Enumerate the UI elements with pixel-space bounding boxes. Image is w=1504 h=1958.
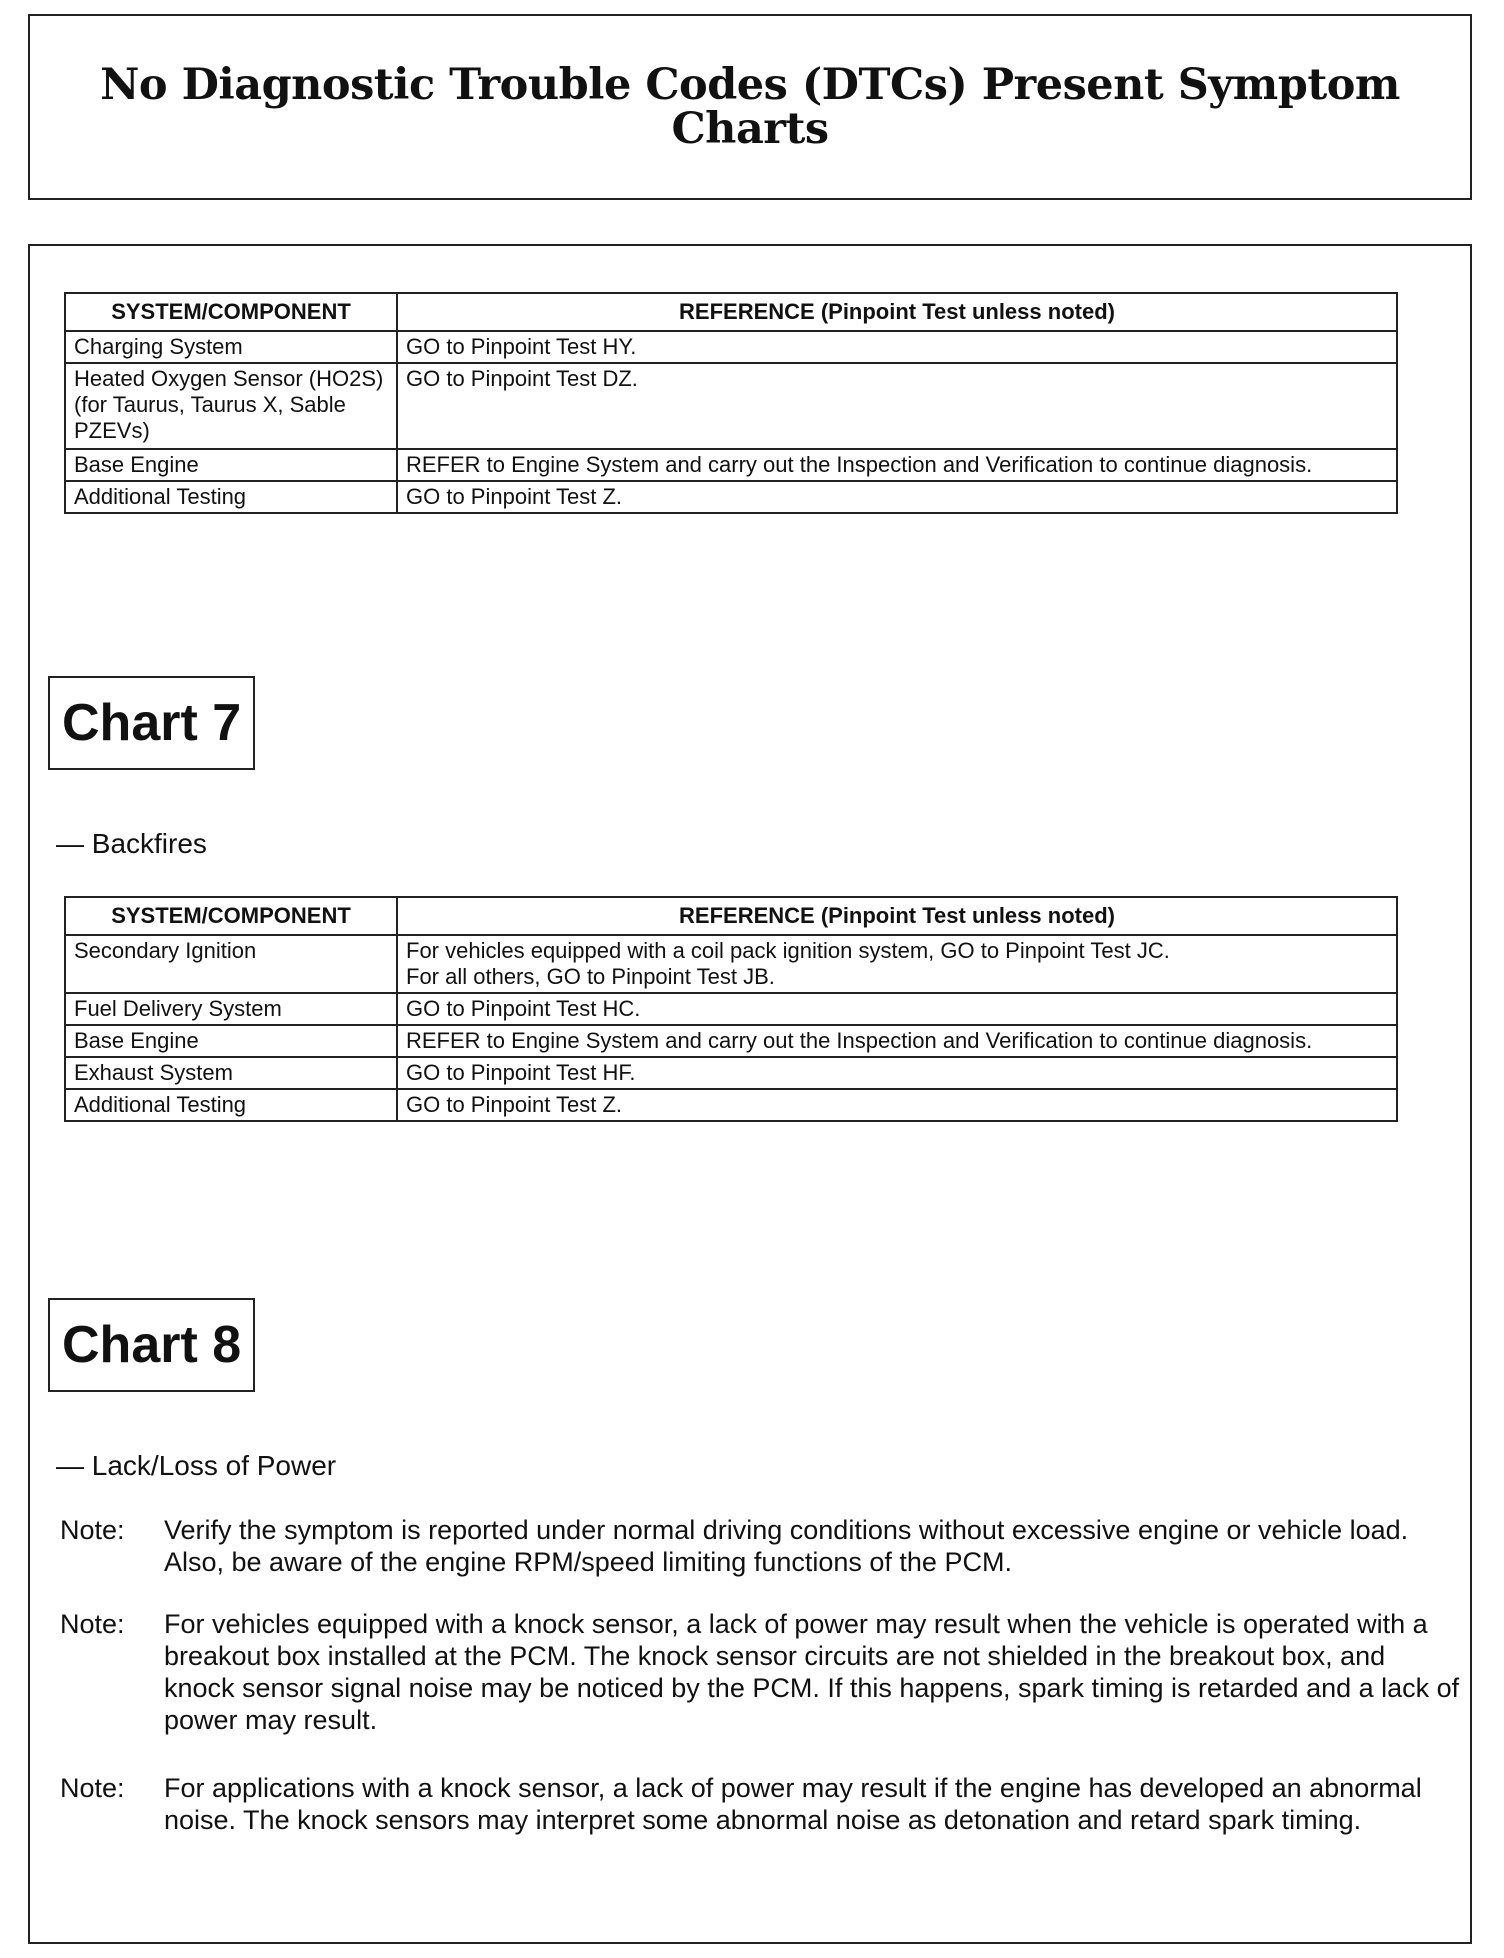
note-3 (60, 1772, 1460, 1836)
table-row (65, 449, 1397, 481)
reference-cell: GO to Pinpoint Test HY. (397, 331, 1397, 363)
component-cell: Charging System (65, 331, 397, 363)
column-header-reference: REFERENCE (Pinpoint Test unless noted) (397, 897, 1397, 935)
table-row (65, 1025, 1397, 1057)
title-box (28, 14, 1472, 200)
table-header-row (65, 897, 1397, 935)
reference-cell: REFER to Engine System and carry out the Inspection and Verification to continue diagnosis. (397, 449, 1397, 481)
reference-line: For vehicles equipped with a coil pack ignition system, GO to Pinpoint Test JC. (406, 938, 1170, 963)
table-row (65, 1057, 1397, 1089)
component-cell: Additional Testing (65, 481, 397, 513)
component-cell: Additional Testing (65, 1089, 397, 1121)
column-header-reference: REFERENCE (Pinpoint Test unless noted) (397, 293, 1397, 331)
column-header-component: SYSTEM/COMPONENT (65, 897, 397, 935)
reference-cell: GO to Pinpoint Test Z. (397, 1089, 1397, 1121)
note-text: For applications with a knock sensor, a lack of power may result if the engine has developed an abnormal noise. The knock sensors may interpret some abnormal noise as detonation and retard spark timing. (164, 1773, 1422, 1835)
component-cell: Heated Oxygen Sensor (HO2S) (for Taurus, Taurus X, Sable PZEVs) (65, 363, 397, 449)
page-title: No Diagnostic Trouble Codes (DTCs) Present Symptom Charts (100, 60, 1400, 154)
reference-cell: REFER to Engine System and carry out the Inspection and Verification to continue diagnosis. (397, 1025, 1397, 1057)
reference-line: For all others, GO to Pinpoint Test JB. (406, 964, 775, 989)
table-row (65, 935, 1397, 993)
reference-table-1 (64, 292, 1398, 514)
component-cell: Fuel Delivery System (65, 993, 397, 1025)
table-row (65, 481, 1397, 513)
chart-8-label: Chart 8 (48, 1298, 255, 1392)
component-cell: Exhaust System (65, 1057, 397, 1089)
reference-cell: GO to Pinpoint Test HC. (397, 993, 1397, 1025)
table-row (65, 1089, 1397, 1121)
component-cell: Secondary Ignition (65, 935, 397, 993)
reference-cell (397, 935, 1397, 993)
note-prefix: Note: (60, 1515, 125, 1545)
chart-8-symptom: — Lack/Loss of Power (56, 1450, 337, 1481)
chart-7-symptom: — Backfires (56, 828, 207, 859)
content-box (28, 244, 1472, 1944)
chart-7-table (64, 896, 1398, 1122)
note-prefix: Note: (60, 1773, 125, 1803)
column-header-component: SYSTEM/COMPONENT (65, 293, 397, 331)
table-header-row (65, 293, 1397, 331)
table-row (65, 363, 1397, 449)
reference-cell: GO to Pinpoint Test HF. (397, 1057, 1397, 1089)
reference-cell: GO to Pinpoint Test Z. (397, 481, 1397, 513)
component-cell: Base Engine (65, 449, 397, 481)
note-2 (60, 1608, 1460, 1736)
note-text: For vehicles equipped with a knock sensor, a lack of power may result when the vehicle is operated with a breakout box installed at the PCM. The knock sensor circuits are not shielded in the breakout box, and knock sensor signal noise may be noticed by the PCM. If this happens, spark timing is retarded and a lack of power may result. (164, 1609, 1460, 1735)
note-1 (60, 1514, 1460, 1578)
note-text: Verify the symptom is reported under normal driving conditions without excessive engine or vehicle load. Also, be aware of the engine RPM/speed limiting functions of the PCM. (164, 1515, 1409, 1577)
note-prefix: Note: (60, 1609, 125, 1639)
table-row (65, 331, 1397, 363)
table-row (65, 993, 1397, 1025)
chart-7-label: Chart 7 (48, 676, 255, 770)
reference-cell: GO to Pinpoint Test DZ. (397, 363, 1397, 449)
component-cell: Base Engine (65, 1025, 397, 1057)
